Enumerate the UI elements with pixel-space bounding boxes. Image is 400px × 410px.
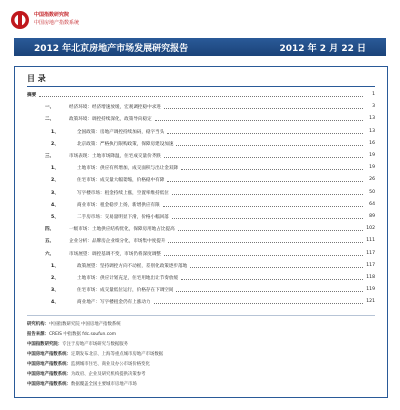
- toc-entry-page: 16: [369, 140, 375, 146]
- toc-panel: [14, 66, 388, 398]
- toc-entry-title: 经济环境：经济增速放缓，宏观调控稳中求进: [69, 105, 161, 111]
- toc-entry-title: 土地市场：供应有所增加，成交面积与出让金双降: [77, 166, 179, 172]
- toc-entry-page: 89: [369, 214, 375, 219]
- toc-entry-page: 111: [366, 238, 375, 244]
- toc-entry[interactable]: [15, 286, 387, 295]
- footer-divider: [27, 315, 375, 316]
- toc-entry[interactable]: [15, 250, 387, 259]
- toc-entry-number: 4、: [51, 202, 59, 208]
- toc-entry[interactable]: [15, 91, 387, 100]
- footer-line: [27, 361, 150, 367]
- toc-leader-dots: [172, 218, 363, 219]
- toc-leader-dots: [39, 96, 363, 97]
- toc-entry-title: 一级市场：土地供应结构优化，保障房用地占比提高: [69, 227, 175, 233]
- toc-leader-dots: [190, 267, 363, 268]
- toc-entry-number: 六、: [45, 251, 55, 257]
- toc-entry-title: 企业分析：品牌房企业绩分化，市场集中度提升: [69, 239, 166, 245]
- toc-leader-dots: [168, 242, 363, 243]
- toc-leader-dots: [167, 133, 363, 134]
- toc-entry-page: 3: [372, 104, 375, 110]
- toc-entry[interactable]: [15, 115, 387, 124]
- footer-text: 监测城市住宅、商业及办公市场价格变化: [70, 362, 150, 367]
- footer-line: [27, 351, 163, 357]
- toc-entry-title: 政策展望：坚持调控方向不动摇，差别化政策逐步落地: [77, 263, 188, 269]
- toc-entry[interactable]: [15, 103, 387, 112]
- toc-leader-dots: [181, 169, 363, 170]
- footer-text: 为政府、企业及研究机构提供决策参考: [70, 372, 146, 377]
- footer-line: [27, 321, 121, 327]
- footer-text: 定期发布北京、上海等重点城市房地产市场数据: [70, 352, 164, 357]
- toc-entry-number: 五、: [45, 239, 55, 245]
- toc-entry-number: 3、: [51, 288, 59, 294]
- toc-entry-number: 三、: [45, 154, 55, 159]
- toc-entry-page: 102: [366, 226, 375, 232]
- org-logo: [10, 8, 150, 32]
- footer-label: 中国指数研究院：: [27, 342, 63, 347]
- toc-leader-dots: [155, 120, 363, 121]
- footer-label: 中国房地产指数系统：: [27, 362, 71, 367]
- footer-label: 报告来源：: [27, 332, 49, 337]
- footer-line: [27, 331, 116, 337]
- toc-entry[interactable]: [15, 298, 387, 307]
- toc-entry-number: 2、: [51, 276, 59, 281]
- toc-entry-title: 市场展望：调控基调不变，市场仍将深度调整: [69, 251, 161, 257]
- org-logo-icon: [10, 10, 30, 30]
- toc-entry-title: 全国政策：房地产调控持续加码，稳字当头: [77, 129, 165, 135]
- toc-entry-page: 64: [369, 201, 375, 207]
- toc-entry-page: 1: [372, 92, 375, 97]
- toc-entry-title: 土地市场：供应计划充足，住宅用地出让节奏放缓: [77, 276, 179, 281]
- toc-leader-dots: [181, 279, 363, 280]
- toc-entry-page: 26: [369, 177, 375, 183]
- toc-entry-page: 117: [366, 250, 375, 256]
- toc-entry[interactable]: [15, 152, 387, 161]
- footer-label: 中国房地产指数系统：: [27, 382, 71, 387]
- toc-leader-dots: [172, 194, 363, 195]
- toc-leader-dots: [164, 255, 363, 256]
- toc-entry[interactable]: [15, 213, 387, 222]
- footer-label: 中国房地产指数系统：: [27, 372, 71, 377]
- toc-entry-title: 市场表现：土地市场降温，住宅成交量价齐跌: [69, 154, 161, 159]
- toc-entry-page: 13: [369, 128, 375, 134]
- toc-entry[interactable]: [15, 189, 387, 198]
- report-banner: [14, 38, 386, 56]
- toc-entry-title: 写字楼市场：租金持续上涨，空置率维持低位: [77, 190, 169, 196]
- toc-entry-title: 住宅市场：成交量大幅萎缩，价格稳中有降: [77, 178, 165, 184]
- toc-divider: [27, 86, 375, 87]
- toc-entry[interactable]: [15, 262, 387, 271]
- footer-line: [27, 371, 146, 377]
- toc-entry-page: 19: [369, 165, 375, 171]
- footer-text: 中国指数研究院 中国房地产指数系统: [48, 322, 121, 327]
- footer-label: 中国房地产指数系统：: [27, 352, 71, 357]
- report-title: 2012 年北京房地产市场发展研究报告: [34, 44, 189, 54]
- toc-entry-number: 二、: [45, 117, 55, 123]
- toc-entry-title: 商业市场：租金稳步上扬，新增供应有限: [77, 202, 160, 208]
- toc-entry[interactable]: [15, 201, 387, 210]
- footer-line: [27, 341, 128, 347]
- toc-entry[interactable]: [15, 128, 387, 137]
- org-sub: 中国房地产指数系统: [34, 20, 80, 26]
- toc-leader-dots: [154, 303, 363, 304]
- toc-entry[interactable]: [15, 225, 387, 234]
- toc-heading: 目 录: [27, 74, 46, 83]
- toc-leader-dots: [167, 181, 363, 182]
- toc-entry-page: 119: [366, 287, 375, 293]
- toc-leader-dots: [176, 145, 363, 146]
- toc-leader-dots: [176, 291, 363, 292]
- toc-entry-page: 118: [366, 275, 375, 280]
- toc-entry-title: 摘要: [27, 93, 37, 98]
- toc-leader-dots: [164, 157, 363, 158]
- toc-entry-number: 1、: [51, 263, 59, 269]
- toc-entry-title: 住宅市场：成交量低位运行，价格存在下调空间: [77, 288, 174, 294]
- toc-entry-title: 北京政策：严格执行限购政策，保障房建设加速: [77, 141, 174, 147]
- toc-entry-number: 1、: [51, 166, 59, 172]
- toc-leader-dots: [164, 108, 363, 109]
- toc-entry-title: 商业地产：写字楼租金仍有上涨动力: [77, 300, 151, 306]
- toc-entry-title: 二手房市场：交易量明显下滑，价格小幅回落: [77, 215, 169, 220]
- footer-text: 专注于房地产市场研究与数据服务: [62, 342, 129, 347]
- toc-entry-number: 1、: [51, 129, 59, 135]
- toc-entry-number: 5、: [51, 215, 59, 220]
- toc-entry-number: 2、: [51, 141, 59, 147]
- org-name: 中国指数研究院: [34, 12, 70, 18]
- footer-text: 数据覆盖全国主要城市房地产市场: [70, 382, 137, 387]
- toc-entry-page: 117: [366, 262, 375, 268]
- toc-entry[interactable]: [15, 140, 387, 149]
- toc-entry-number: 4、: [51, 300, 59, 306]
- toc-entry[interactable]: [15, 237, 387, 246]
- toc-entry-page: 19: [369, 153, 375, 158]
- toc-entry-page: 13: [369, 116, 375, 122]
- toc-leader-dots: [163, 206, 363, 207]
- footer-line: [27, 381, 137, 387]
- toc-entry-title: 政策环境：调控持续深化，政策导向稳定: [69, 117, 152, 123]
- footer-text: CREIS 中指数据 fdc.soufun.com: [48, 332, 117, 337]
- toc-entry-number: 2、: [51, 178, 59, 184]
- toc-entry-page: 121: [366, 299, 375, 305]
- toc-entry[interactable]: [15, 164, 387, 173]
- toc-entry[interactable]: [15, 176, 387, 185]
- toc-entry[interactable]: [15, 274, 387, 283]
- toc-entry-number: 一、: [45, 105, 55, 111]
- toc-leader-dots: [178, 230, 363, 231]
- toc-entry-number: 四、: [45, 227, 55, 233]
- toc-entry-page: 50: [369, 189, 375, 195]
- report-date: 2012 年 2 月 22 日: [279, 44, 366, 54]
- footer-label: 研究机构：: [27, 322, 49, 327]
- toc-entry-number: 3、: [51, 190, 59, 196]
